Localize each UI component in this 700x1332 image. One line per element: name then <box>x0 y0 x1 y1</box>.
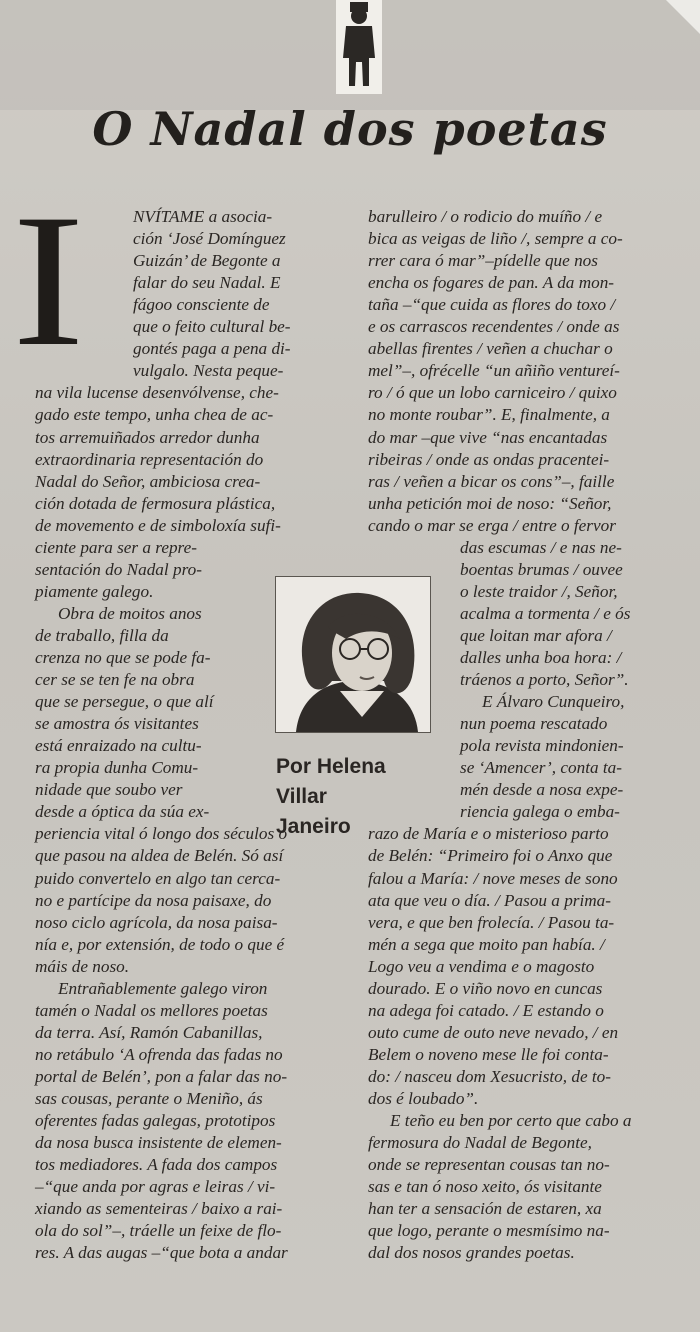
left-column-line: cer se se ten fe na obra <box>35 670 195 690</box>
right-column-line: riencia galega o emba- <box>460 802 620 822</box>
headline: O Nadal dos poetas <box>92 102 608 156</box>
left-column-line: de movemento e de simboloxía sufi- <box>35 515 281 535</box>
right-column-line: no monte roubar”. E, finalmente, a <box>368 405 610 425</box>
right-column-line: taña –“que cuida as flores do toxo / <box>368 295 616 315</box>
right-column-line: ro / ó que un lobo carniceiro / quixo <box>368 383 617 403</box>
right-column-line: outo cume de outo neve nevado, / en <box>368 1022 619 1042</box>
left-column-line: ción ‘José Domínguez <box>133 229 286 249</box>
left-column-line: no retábulo ‘A ofrenda das fadas no <box>35 1044 283 1064</box>
left-column-line: ola do sol”–, tráelle un feixe de flo- <box>35 1221 282 1241</box>
left-column-line: desde a óptica da súa ex- <box>35 802 210 822</box>
right-column-line: dalles unha boa hora: / <box>460 648 622 667</box>
right-column-line: E teño eu ben por certo que cabo a <box>390 1111 632 1131</box>
left-column-line: extraordinaria representación do <box>35 449 264 469</box>
right-column-line: boentas brumas / ouvee <box>460 559 623 579</box>
left-column-line: portal de Belén’, pon a falar das no- <box>35 1066 288 1086</box>
left-column-line: ra propia dunha Comu- <box>35 758 199 778</box>
right-column-line: ribeiras / onde as ondas pracentei- <box>368 449 610 469</box>
right-column-line: na adega foi catado. / E estando o <box>368 1000 604 1020</box>
right-column-line: E Álvaro Cunqueiro, <box>482 692 625 712</box>
left-column-line: Nadal do Señor, ambiciosa crea- <box>35 471 261 491</box>
left-column-line: nía e, por extensión, de todo o que é <box>35 934 285 954</box>
right-column-line: bica as veigas de liño /, sempre a co- <box>368 229 623 249</box>
left-column-line: Obra de moitos anos <box>58 603 202 623</box>
right-column-line: do: / nasceu dom Xesucristo, de to- <box>368 1066 611 1086</box>
right-column-line: ras / veñen a bicar os cons”–, faille <box>368 471 615 491</box>
left-column-line: que pasou na aldea de Belén. Só así <box>35 846 284 866</box>
left-column-line: que o feito cultural be- <box>133 317 291 337</box>
right-column-line: onde se representan cousas tan no- <box>368 1155 610 1175</box>
right-column-line: pola revista mindonien- <box>460 736 624 756</box>
left-column-line: nidade que soubo ver <box>35 780 183 800</box>
right-column-line: ata que veu o día. / Pasou a prima- <box>368 890 611 910</box>
right-column-line: fermosura do Nadal de Begonte, <box>368 1133 592 1153</box>
right-column-line: que logo, perante o mesmísimo na- <box>368 1221 610 1241</box>
left-column-line: no e partícipe da nosa paisaxe, do <box>35 890 272 910</box>
byline-line: Villar <box>276 785 327 808</box>
left-column-line: tamén o Nadal os mellores poetas <box>35 1000 268 1020</box>
left-column-line: vulgalo. Nesta peque- <box>133 361 284 381</box>
left-column-line: gontés paga a pena di- <box>133 339 291 359</box>
left-column-line: gado este tempo, unha chea de ac- <box>35 405 274 425</box>
drop-cap: I <box>12 176 85 386</box>
right-column-line: e os carrascos recendentes / onde as <box>368 317 620 337</box>
right-column-line: mén desde a nosa expe- <box>460 780 624 800</box>
left-column-line: noso ciclo agrícola, da nosa paisa- <box>35 912 278 932</box>
right-column-line: vera, e que ben frolecía. / Pasou ta- <box>368 912 615 932</box>
right-column-line: Belem o noveno mese lle foi conta- <box>368 1044 609 1064</box>
left-column-line: da terra. Así, Ramón Cabanillas, <box>35 1022 263 1042</box>
right-column-line: do mar –que vive “nas encantadas <box>368 427 608 447</box>
right-column-line: se ‘Amencer’, conta ta- <box>460 758 622 778</box>
right-column-line: dal dos nosos grandes poetas. <box>368 1243 575 1263</box>
left-column-line: que se persegue, o que alí <box>35 692 214 712</box>
left-column-line: puido convertelo en algo tan cerca- <box>35 868 281 888</box>
right-column-line: falou a María: / nove meses de sono <box>368 868 618 888</box>
right-column-line: cando o mar se erga / entre o fervor <box>368 515 616 535</box>
left-column-line: está enraizado na cultu- <box>35 736 202 756</box>
left-column-line: –“que anda por agras e leiras / vi- <box>35 1177 276 1197</box>
left-column-line: Entrañablemente galego viron <box>58 978 268 998</box>
left-column-line: tos arremuiñados arredor dunha <box>35 427 260 447</box>
right-column-line: han ter a sensación de estaren, xa <box>368 1199 602 1219</box>
left-column-line: ciente para ser a repre- <box>35 537 197 557</box>
right-column-line: barulleiro / o rodicio do muíño / e <box>368 207 603 226</box>
left-column-line: da nosa busca insistente de elemen- <box>35 1133 282 1153</box>
right-column-line: tráenos a porto, Señor”. <box>460 670 629 690</box>
right-column-line: que loitan mar afora / <box>460 625 612 645</box>
left-column-line: sas cousas, perante o Meniño, ás <box>35 1089 263 1108</box>
left-column-line: fágoo consciente de <box>133 295 270 315</box>
left-column-line: piamente galego. <box>35 581 154 601</box>
left-column-line: Guizán’ de Begonte a <box>133 251 281 271</box>
right-column-line: abellas firentes / veñen a chuchar o <box>368 339 613 359</box>
left-column-line: na vila lucense desenvólvense, che- <box>35 383 279 403</box>
right-column-line: nun poema rescatado <box>460 714 608 734</box>
left-column-line: máis de noso. <box>35 956 130 976</box>
left-column-line: oferentes fadas galegas, prototipos <box>35 1111 276 1131</box>
left-column-line: xiando as sementeiras / baixo a rai- <box>35 1199 283 1219</box>
right-column-line: encha os fogares de pan. A da mon- <box>368 273 615 293</box>
left-column-line: ción dotada de fermosura plástica, <box>35 493 276 513</box>
byline-line: Por Helena <box>276 755 386 778</box>
right-column-line: Logo veu a vendima e o magosto <box>368 956 595 976</box>
right-column-line: de Belén: “Primeiro foi o Anxo que <box>368 846 613 866</box>
right-column-line: dourado. E o viño novo en cuncas <box>368 978 603 998</box>
left-column-line: res. A das augas –“que bota a andar <box>35 1243 288 1263</box>
left-column-line: falar do seu Nadal. E <box>133 273 281 293</box>
right-column-line: acalma a tormenta / e ós <box>460 603 631 623</box>
right-column-line: das escumas / e nas ne- <box>460 537 622 557</box>
right-column-line: rrer cara ó mar”–pídelle que nos <box>368 251 598 271</box>
left-column-line: sentación do Nadal pro- <box>35 559 202 579</box>
right-column-line: o leste traidor /, Señor, <box>460 581 618 601</box>
left-column-line: periencia vital ó longo dos séculos o <box>35 824 288 844</box>
left-column-line: de traballo, filla da <box>35 625 169 645</box>
left-column-line: NVÍTAME a asocia- <box>133 207 273 226</box>
byline-line: Janeiro <box>276 815 351 838</box>
right-column-line: dos é loubado”. <box>368 1089 479 1108</box>
right-column-line: sas e tan ó noso xeito, ós visitante <box>368 1177 602 1197</box>
left-column-line: tos mediadores. A fada dos campos <box>35 1155 278 1175</box>
right-column-line: mén a sega que moito pan había. / <box>368 934 605 954</box>
right-column-line: unha petición moi de noso: “Señor, <box>368 493 612 513</box>
right-column-line: mel”–, ofrécelle “un añiño ventureí- <box>368 361 620 381</box>
left-column-line: se amostra ós visitantes <box>35 714 199 734</box>
right-column-line: razo de María e o misterioso parto <box>368 824 609 844</box>
left-column-line: crenza no que se pode fa- <box>35 648 211 667</box>
